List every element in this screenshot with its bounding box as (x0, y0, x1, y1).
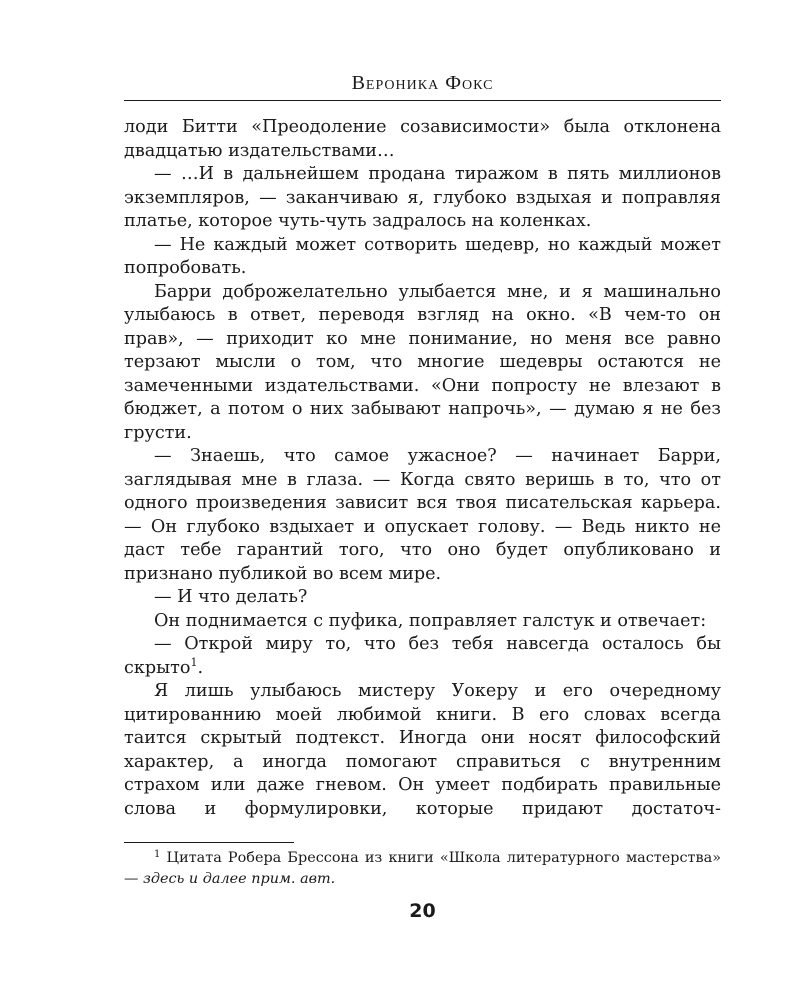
footnote-mark: 1 (154, 849, 161, 860)
paragraph: лоди Битти «Преодоление созависимости» была отклонена двадцатью издательствами… (124, 117, 721, 161)
paragraph: — И что делать? (154, 587, 308, 607)
book-page (124, 0, 721, 1000)
footnote-text: Цитата Робера Брессона из книги «Школа литературного мастерства» — (124, 850, 721, 887)
paragraph: — Не каждый может сотворить шедевр, но каждый может попробовать. (124, 234, 721, 278)
running-title: Вероника Фокс (351, 72, 494, 94)
paragraph: Барри доброжелательно улыбается мне, и я машинально улыбаюсь в ответ, переводя взгляд на окно. «В чем-то он прав», — приходит ко мне понимание, но меня все равно терзают мысли о том, что многие шедевры остаются не замеченными издательствами. «Они попросту не влезают в бюджет, а потом о них забывают напрочь», — думаю я не без грусти. (124, 281, 721, 443)
paragraph-with-footnote: — Открой миру то, что без тебя навсегда осталось бы скрыто$^1$. (124, 634, 721, 678)
footnote-reference[interactable]: 1 (190, 655, 198, 669)
paragraph: — Знаешь, что самое ужасное? — начинает Барри, заглядывая мне в глаза. — Когда свято веришь в то, что от одного произведения зависит вся твоя писательская карьера. — Он глубоко вздыхает и опускает голову. — Ведь никто не даст тебе гарантий того, что оно будет опубликовано и признано публикой во всем мире. (124, 446, 721, 584)
footnote-rule (124, 842, 294, 843)
paragraph: Я лишь улыбаюсь мистеру Уокеру и его очередному цитированнию моей любимой книги. В его словах всегда таится скрытый подтекст. Иногда они носят философский характер, а иногда помогают справиться с внутренним страхом или даже гневом. Он умеет подбирать правильные слова и формулировки, которые придают достаточ- (124, 681, 721, 819)
paragraph: — …И в дальнейшем продана тиражом в пять миллионов экземпляров, — заканчиваю я, глубоко вздыхая и поправляя платье, которое чуть-чуть задралось на коленках. (124, 164, 721, 231)
paragraph-text: — Открой миру то, что без тебя навсегда осталось бы скрыто (124, 634, 721, 678)
footnote-note: здесь и далее прим. авт. (142, 871, 336, 887)
paragraph: Он поднимается с пуфика, поправляет галстук и отвечает: (154, 610, 707, 631)
body-text (124, 116, 721, 821)
page-number: 20 (409, 900, 436, 922)
footnote (124, 848, 721, 890)
header-rule (124, 100, 721, 101)
